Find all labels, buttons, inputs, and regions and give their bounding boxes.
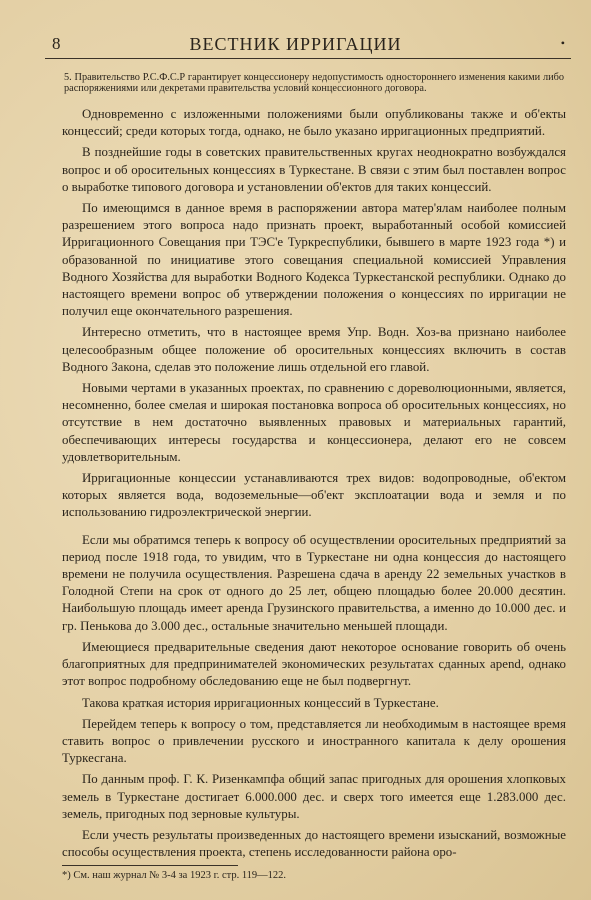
header-rule <box>45 58 571 59</box>
paragraph: По имеющимся в данное время в распоряжении автора матер'ялам наиболее полным разрешением этого вопроса надо признать проект, выработанный особой комиссией Ирригационного Совещания при ТЭС'е Туркреспублики, бывшего в марте 1923 года *) и образованной по инициативе этого совещания специальной комиссией Управления Водного Хозяйства для выработки Водного Кодекса Туркестанской республики. Однако до настоящего времени вопрос об утверждении положения о концессиях по ирригации не получил еще окончательного разрешения. <box>62 201 566 319</box>
paragraph: Перейдем теперь к вопросу о том, представляется ли необходимым в настоящее время ставить вопрос о привлечении русского и иностранного капитала к делу орошения Туркесгана. <box>62 716 566 766</box>
paragraph: Новыми чертами в указанных проектах, по сравнению с дореволюционными, является, несомненно, более смелая и широкая постановка вопроса об оросительных концессиях, но отсутствие в нем достаточно выявленных правовых и материальных гарантий, обеспечивающих интересы государства и концессионера, делают его не совсем удовлетворительным. <box>62 381 566 464</box>
intro-clause: 5. Правительство Р.С.Ф.С.Р гарантирует концессионеру недопустимость одностороннего изменения какими либо распоряжениями или декретами правительства условий концессионного договора. <box>64 72 564 95</box>
journal-title: ВЕСТНИК ИРРИГАЦИИ <box>189 34 402 54</box>
paragraph: Ирригационные концессии устанавливаются трех видов: водопроводные, об'ектом которых является вода, водоземельные—об'ект эксплоатации вода и земля и по использованию гидроэлектрической энергии. <box>62 471 566 520</box>
footnote: *) См. наш журнал № 3-4 за 1923 г. стр. 119—122. <box>62 870 287 881</box>
header-mark: • <box>560 36 565 50</box>
paragraph: Одновременно с изложенными положениями были опубликованы также и об'екты концессий; среди которых тогда, однако, не было указано ирригационных предприятий. <box>62 107 566 139</box>
paragraph: Если учесть результаты произведенных до настоящего времени изысканий, возможные способы осуществления проекта, степень исследованности района оро- <box>62 827 566 860</box>
page-header <box>0 34 591 60</box>
paragraph: Интересно отметить, что в настоящее время Упр. Водн. Хоз-ва признано наиболее целесообразным общее положение об оросительных концессиях включить в состав Водного Закона, сделав это положение лишь отдельной его главой. <box>62 325 566 374</box>
page-number: 8 <box>52 34 61 53</box>
paragraph: Имеющиеся предварительные сведения дают некоторое основание говорить об очень благоприятных для предпринимателей экономических результатах сданных арend, однако этот вопрос подробному обследованию еще не был подвергнут. <box>62 639 566 689</box>
footnote-rule <box>62 865 238 866</box>
paragraph: По данным проф. Г. К. Ризенкампфа общий запас пригодных для орошения хлопковых земель в Туркестане достигает 6.000.000 дес. и сверх того имеется еще 1.283.000 дес. земель, пригодных под зерновые культуры. <box>62 772 566 821</box>
paragraph: Такова краткая история ирригационных концессий в Туркестане. <box>82 695 439 710</box>
article-body <box>62 106 566 865</box>
paragraph: Если мы обратимся теперь к вопросу об осуществлении оросительных предприятий за период после 1918 года, то увидим, что в Туркестане ни одна концессия до настоящего времени не получила осуществления. Разрешена сдача в аренду 22 земельных участков в Голодной Степи на срок от одного до 25 лет, общею площадью более 20.000 десятин. Наибольшую площадь имеет аренда Грузинского правительства, а именно до 10.000 дес. и гр. Пенькова до 3.000 дес., остальные значительно меньшей площади. <box>62 532 566 633</box>
paragraph: В позднейшие годы в советских правительственных кругах неоднократно возбуждался вопрос и об оросительных концессиях в Туркестане. В связи с этим был поставлен вопрос о выработке типового договора и установлении об'ектов для таких концессий. <box>62 145 566 194</box>
